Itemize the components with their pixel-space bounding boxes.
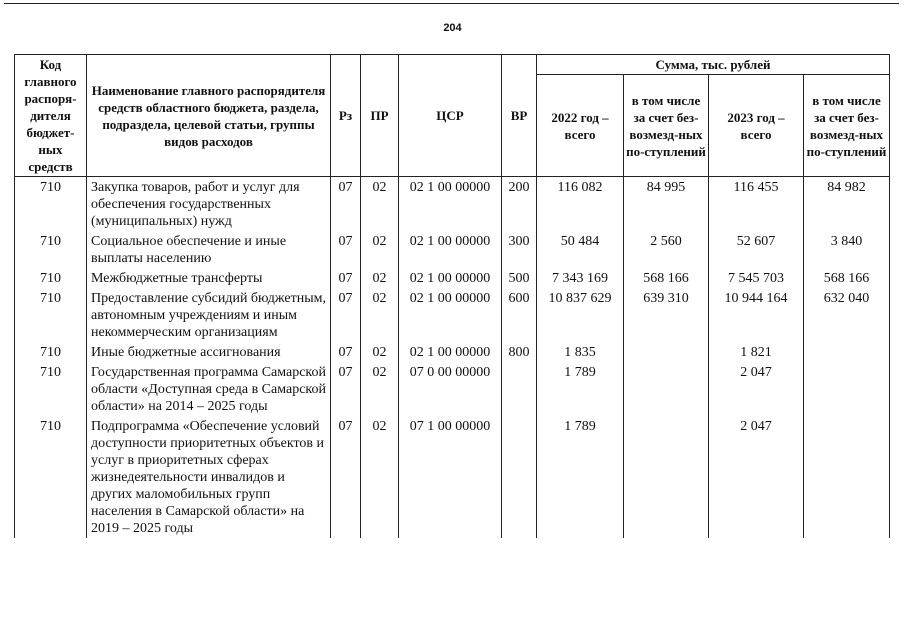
- table-row: [15, 416, 890, 538]
- header-rz: Рз: [331, 55, 361, 177]
- row-pr: 02: [361, 288, 399, 342]
- budget-table: [14, 54, 890, 538]
- row-rz: 07: [331, 231, 361, 268]
- row-name: Закупка товаров, работ и услуг для обеспечения государственных (муниципальных) нужд: [87, 177, 331, 232]
- row-2022-total: 1 789: [537, 416, 624, 538]
- header-code: Код главного распоря-дителя бюджет-ных средств: [15, 55, 87, 177]
- row-name: Иные бюджетные ассигнования: [87, 342, 331, 362]
- row-rz: 07: [331, 362, 361, 416]
- row-pr: 02: [361, 342, 399, 362]
- row-pr: 02: [361, 268, 399, 288]
- row-rz: 07: [331, 416, 361, 538]
- row-name: Государственная программа Самарской области «Доступная среда в Самарской области» на 2014 – 2025 годы: [87, 362, 331, 416]
- row-2022-total: 1 789: [537, 362, 624, 416]
- table-row: [15, 342, 890, 362]
- row-2023-gratuitous: 632 040: [804, 288, 890, 342]
- row-vr: 800: [502, 342, 537, 362]
- row-code: 710: [15, 268, 87, 288]
- row-2022-gratuitous: 2 560: [624, 231, 709, 268]
- row-2023-total: 116 455: [709, 177, 804, 232]
- row-2023-total: 7 545 703: [709, 268, 804, 288]
- table-header: [15, 55, 890, 177]
- header-name: Наименование главного распорядителя средств областного бюджета, раздела, подраздела, целевой статьи, группы видов расходов: [87, 55, 331, 177]
- row-rz: 07: [331, 177, 361, 232]
- row-2023-total: 1 821: [709, 342, 804, 362]
- row-2023-total: 2 047: [709, 362, 804, 416]
- row-pr: 02: [361, 231, 399, 268]
- row-2023-gratuitous: 3 840: [804, 231, 890, 268]
- row-name: Подпрограмма «Обеспечение условий доступности приоритетных объектов и услуг в приоритетных сферах жизнедеятельности инвалидов и других маломобильных групп населения в Самарской области» на 2019 – 2025 годы: [87, 416, 331, 538]
- table-row: [15, 288, 890, 342]
- row-2023-gratuitous: 568 166: [804, 268, 890, 288]
- row-rz: 07: [331, 342, 361, 362]
- row-2022-gratuitous: [624, 342, 709, 362]
- row-2023-total: 10 944 164: [709, 288, 804, 342]
- row-rz: 07: [331, 288, 361, 342]
- row-2022-total: 116 082: [537, 177, 624, 232]
- row-name: Социальное обеспечение и иные выплаты населению: [87, 231, 331, 268]
- header-csr: ЦСР: [399, 55, 502, 177]
- header-sum: Сумма, тыс. рублей: [537, 55, 890, 75]
- top-rule: [4, 3, 899, 4]
- page-number: 204: [443, 22, 462, 34]
- header-2023-gratuitous: в том числе за счет без-возмезд-ных по-ступлений: [804, 75, 890, 177]
- header-vr: ВР: [502, 55, 537, 177]
- row-code: 710: [15, 288, 87, 342]
- row-pr: 02: [361, 177, 399, 232]
- row-code: 710: [15, 231, 87, 268]
- row-csr: 02 1 00 00000: [399, 177, 502, 232]
- row-pr: 02: [361, 416, 399, 538]
- row-csr: 02 1 00 00000: [399, 231, 502, 268]
- header-2022-total: 2022 год – всего: [537, 75, 624, 177]
- table-row: [15, 362, 890, 416]
- header-2023-total: 2023 год – всего: [709, 75, 804, 177]
- row-pr: 02: [361, 362, 399, 416]
- row-name: Предоставление субсидий бюджетным, автономным учреждениям и иным некоммерческим организациям: [87, 288, 331, 342]
- row-vr: [502, 362, 537, 416]
- row-rz: 07: [331, 268, 361, 288]
- table-row: [15, 177, 890, 232]
- row-vr: 200: [502, 177, 537, 232]
- table-body: [15, 177, 890, 539]
- row-vr: 500: [502, 268, 537, 288]
- row-2022-total: 50 484: [537, 231, 624, 268]
- row-csr: 02 1 00 00000: [399, 268, 502, 288]
- row-csr: 02 1 00 00000: [399, 342, 502, 362]
- row-vr: [502, 416, 537, 538]
- row-2023-gratuitous: [804, 342, 890, 362]
- row-2022-total: 7 343 169: [537, 268, 624, 288]
- row-code: 710: [15, 177, 87, 232]
- header-pr: ПР: [361, 55, 399, 177]
- table-row: [15, 231, 890, 268]
- row-2023-total: 2 047: [709, 416, 804, 538]
- row-2022-gratuitous: 84 995: [624, 177, 709, 232]
- row-csr: 07 1 00 00000: [399, 416, 502, 538]
- row-code: 710: [15, 342, 87, 362]
- row-2022-gratuitous: 639 310: [624, 288, 709, 342]
- row-2022-gratuitous: [624, 362, 709, 416]
- row-code: 710: [15, 416, 87, 538]
- table-row: [15, 268, 890, 288]
- row-2023-total: 52 607: [709, 231, 804, 268]
- row-2023-gratuitous: 84 982: [804, 177, 890, 232]
- row-2022-total: 1 835: [537, 342, 624, 362]
- row-2022-total: 10 837 629: [537, 288, 624, 342]
- row-code: 710: [15, 362, 87, 416]
- row-vr: 300: [502, 231, 537, 268]
- row-2022-gratuitous: 568 166: [624, 268, 709, 288]
- row-2023-gratuitous: [804, 416, 890, 538]
- header-2022-gratuitous: в том числе за счет без-возмезд-ных по-ступлений: [624, 75, 709, 177]
- row-2023-gratuitous: [804, 362, 890, 416]
- row-name: Межбюджетные трансферты: [87, 268, 331, 288]
- row-vr: 600: [502, 288, 537, 342]
- row-2022-gratuitous: [624, 416, 709, 538]
- row-csr: 02 1 00 00000: [399, 288, 502, 342]
- row-csr: 07 0 00 00000: [399, 362, 502, 416]
